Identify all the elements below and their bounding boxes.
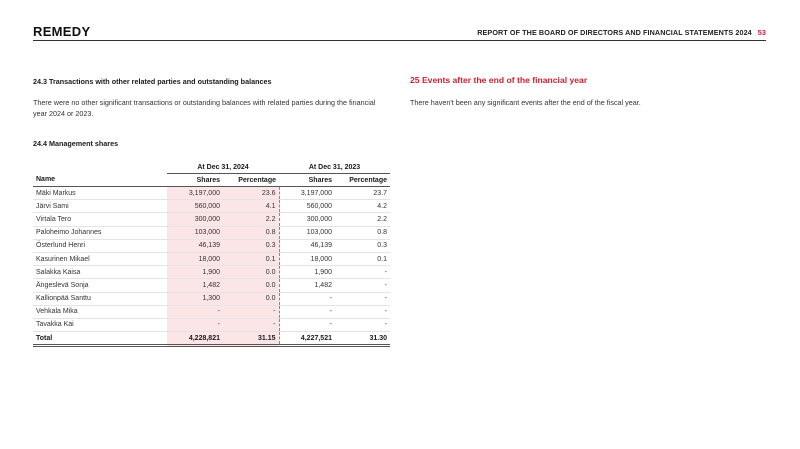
section-25-text: There haven't been any significant events after the end of the fiscal year. xyxy=(410,98,641,107)
col-header-percentage-2024: Percentage xyxy=(223,174,279,187)
table-column-header-row xyxy=(33,174,390,187)
table-row xyxy=(33,252,390,265)
cell-name: Salakka Kaisa xyxy=(33,266,167,279)
table-row xyxy=(33,279,390,292)
cell-percentage-2024: 2.2 xyxy=(223,213,279,226)
cell-percentage-2023: - xyxy=(335,279,390,292)
total-percentage-2024: 31.15 xyxy=(223,332,279,346)
cell-percentage-2023: 0.3 xyxy=(335,239,390,252)
management-shares-table xyxy=(33,162,390,347)
report-title: REPORT OF THE BOARD OF DIRECTORS AND FINANCIAL STATEMENTS 2024 xyxy=(477,28,752,37)
cell-shares-2024: 3,197,000 xyxy=(167,187,223,200)
cell-name: Tavakka Kai xyxy=(33,318,167,331)
table-group-header-row xyxy=(33,162,390,174)
table-total-row xyxy=(33,332,390,346)
cell-shares-2023: - xyxy=(279,292,335,305)
cell-percentage-2023: 2.2 xyxy=(335,213,390,226)
section-24-3-text: There were no other significant transactions or outstanding balances with related parties during the financial year 2024 or 2023. xyxy=(33,98,376,118)
cell-name: Kasurinen Mikael xyxy=(33,252,167,265)
cell-percentage-2023: 0.1 xyxy=(335,252,390,265)
table-row xyxy=(33,213,390,226)
total-percentage-2023: 31.30 xyxy=(335,332,390,346)
cell-percentage-2023: 23.7 xyxy=(335,187,390,200)
page-number: 53 xyxy=(757,28,766,37)
col-header-name: Name xyxy=(33,174,167,187)
cell-percentage-2024: - xyxy=(223,305,279,318)
cell-shares-2024: 1,482 xyxy=(167,279,223,292)
cell-name: Vehkala Mika xyxy=(33,305,167,318)
cell-name: Mäki Markus xyxy=(33,187,167,200)
cell-shares-2024: - xyxy=(167,305,223,318)
cell-percentage-2024: 4.1 xyxy=(223,200,279,213)
cell-percentage-2024: 0.3 xyxy=(223,239,279,252)
total-shares-2023: 4,227,521 xyxy=(279,332,335,346)
cell-percentage-2023: - xyxy=(335,305,390,318)
cell-name: Österlund Henri xyxy=(33,239,167,252)
running-header xyxy=(477,28,766,37)
cell-percentage-2024: 23.6 xyxy=(223,187,279,200)
cell-name: Virtala Tero xyxy=(33,213,167,226)
table-row xyxy=(33,318,390,331)
cell-shares-2023: - xyxy=(279,318,335,331)
cell-shares-2023: 103,000 xyxy=(279,226,335,239)
cell-percentage-2024: 0.0 xyxy=(223,292,279,305)
table-row xyxy=(33,239,390,252)
section-24-3-heading: 24.3 Transactions with other related parties and outstanding balances xyxy=(33,77,272,86)
cell-percentage-2023: 4.2 xyxy=(335,200,390,213)
cell-shares-2023: 18,000 xyxy=(279,252,335,265)
cell-shares-2024: 46,139 xyxy=(167,239,223,252)
cell-shares-2023: 46,139 xyxy=(279,239,335,252)
cell-percentage-2024: 0.0 xyxy=(223,266,279,279)
cell-percentage-2024: 0.0 xyxy=(223,279,279,292)
section-25-heading: 25 Events after the end of the financial year xyxy=(410,75,588,85)
table-row xyxy=(33,266,390,279)
cell-shares-2024: 103,000 xyxy=(167,226,223,239)
cell-shares-2023: 300,000 xyxy=(279,213,335,226)
company-logo: REMEDY xyxy=(33,24,91,39)
section-24-4-heading: 24.4 Management shares xyxy=(33,139,119,148)
group-header-2024: At Dec 31, 2024 xyxy=(167,162,279,174)
cell-shares-2024: 560,000 xyxy=(167,200,223,213)
table-row xyxy=(33,305,390,318)
cell-percentage-2023: 0.8 xyxy=(335,226,390,239)
cell-percentage-2023: - xyxy=(335,266,390,279)
cell-shares-2023: 1,482 xyxy=(279,279,335,292)
table-row xyxy=(33,226,390,239)
cell-shares-2024: 1,300 xyxy=(167,292,223,305)
header-divider xyxy=(33,40,766,41)
cell-name: Paloheimo Johannes xyxy=(33,226,167,239)
cell-percentage-2023: - xyxy=(335,292,390,305)
cell-name: Kallionpää Santtu xyxy=(33,292,167,305)
table-row xyxy=(33,187,390,200)
table-row xyxy=(33,292,390,305)
cell-shares-2024: - xyxy=(167,318,223,331)
cell-name: Ängeslevä Sonja xyxy=(33,279,167,292)
cell-percentage-2024: - xyxy=(223,318,279,331)
group-header-2023: At Dec 31, 2023 xyxy=(279,162,390,174)
cell-percentage-2023: - xyxy=(335,318,390,331)
cell-shares-2023: 3,197,000 xyxy=(279,187,335,200)
cell-shares-2023: 1,900 xyxy=(279,266,335,279)
col-header-shares-2024: Shares xyxy=(167,174,223,187)
cell-shares-2023: - xyxy=(279,305,335,318)
cell-shares-2023: 560,000 xyxy=(279,200,335,213)
col-header-shares-2023: Shares xyxy=(279,174,335,187)
cell-shares-2024: 1,900 xyxy=(167,266,223,279)
cell-shares-2024: 18,000 xyxy=(167,252,223,265)
cell-percentage-2024: 0.1 xyxy=(223,252,279,265)
table-row xyxy=(33,200,390,213)
cell-shares-2024: 300,000 xyxy=(167,213,223,226)
cell-name: Järvi Sami xyxy=(33,200,167,213)
cell-percentage-2024: 0.8 xyxy=(223,226,279,239)
total-label: Total xyxy=(33,332,167,346)
total-shares-2024: 4,228,821 xyxy=(167,332,223,346)
col-header-percentage-2023: Percentage xyxy=(335,174,390,187)
